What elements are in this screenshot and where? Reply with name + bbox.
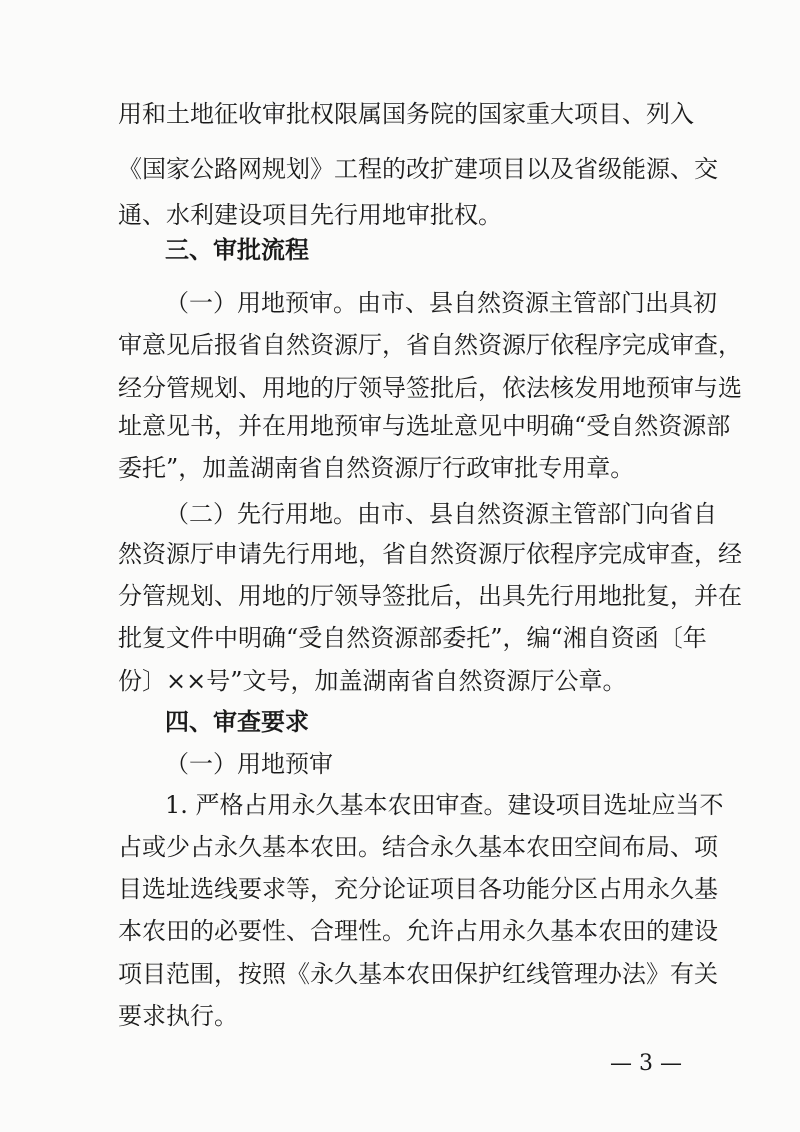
text-line-17	[0, 783, 800, 827]
text-line-1	[0, 92, 800, 136]
text-line-21-text: 项目范围，按照《永久基本农田保护红线管理办法》有关	[118, 960, 718, 988]
text-line-5	[0, 281, 800, 325]
text-line-20-text: 本农田的必要性、合理性。允许占用永久基本农田的建设	[118, 917, 718, 945]
section-heading-3-text: 三、审批流程	[165, 236, 309, 264]
text-line-7-text: 经分管规划、用地的厅领导签批后，依法核发用地预审与选	[118, 374, 742, 402]
text-line-21	[0, 952, 800, 996]
subsection-heading	[0, 742, 800, 786]
text-line-9-text: 委托”，加盖湖南省自然资源厅行政审批专用章。	[118, 454, 635, 482]
text-line-8	[0, 404, 800, 448]
text-line-19	[0, 867, 800, 911]
text-line-10-text: （二）先行用地。由市、县自然资源主管部门向省自	[165, 500, 717, 528]
text-line-12-text: 分管规划、用地的厅领导签批后，出具先行用地批复，并在	[118, 582, 742, 610]
text-line-9	[0, 446, 800, 490]
text-line-13	[0, 616, 800, 660]
text-line-2-text: 《国家公路网规划》工程的改扩建项目以及省级能源、交	[118, 155, 718, 183]
section-heading-4-text: 四、审查要求	[165, 708, 309, 736]
text-line-8-text: 址意见书，并在用地预审与选址意见中明确“受自然资源部	[118, 412, 731, 440]
text-line-14	[0, 659, 800, 703]
text-line-6-text: 审意见后报省自然资源厅，省自然资源厅依程序完成审查，	[118, 331, 742, 359]
text-line-6	[0, 323, 800, 367]
text-line-3-text: 通、水利建设项目先行用地审批权。	[118, 201, 502, 229]
text-line-11	[0, 532, 800, 576]
text-line-13-text: 批复文件中明确“受自然资源部委托”，编“湘自资函〔年	[118, 624, 707, 652]
text-line-12	[0, 574, 800, 618]
text-line-5-text: （一）用地预审。由市、县自然资源主管部门出具初	[165, 289, 717, 317]
text-line-20	[0, 909, 800, 953]
text-line-22-text: 要求执行。	[118, 1002, 238, 1030]
text-line-11-text: 然资源厅申请先行用地，省自然资源厅依程序完成审查，经	[118, 540, 742, 568]
text-line-18	[0, 825, 800, 869]
text-line-18-text: 占或少占永久基本农田。结合永久基本农田空间布局、项	[118, 833, 718, 861]
section-heading-4	[0, 700, 800, 744]
text-line-19-text: 目选址选线要求等，充分论证项目各功能分区占用永久基	[118, 875, 718, 903]
text-line-22	[0, 994, 800, 1038]
section-heading-3	[0, 228, 800, 272]
subsection-heading-text: （一）用地预审	[165, 750, 333, 778]
page-number: — 3 —	[610, 1051, 682, 1076]
text-line-14-text: 份〕××号”文号，加盖湖南省自然资源厅公章。	[118, 667, 627, 695]
text-line-2	[0, 147, 800, 191]
text-line-1-text: 用和土地征收审批权限属国务院的国家重大项目、列入	[118, 100, 694, 128]
text-line-10	[0, 492, 800, 536]
text-line-17-text: 1. 严格占用永久基本农田审查。建设项目选址应当不	[165, 791, 724, 819]
